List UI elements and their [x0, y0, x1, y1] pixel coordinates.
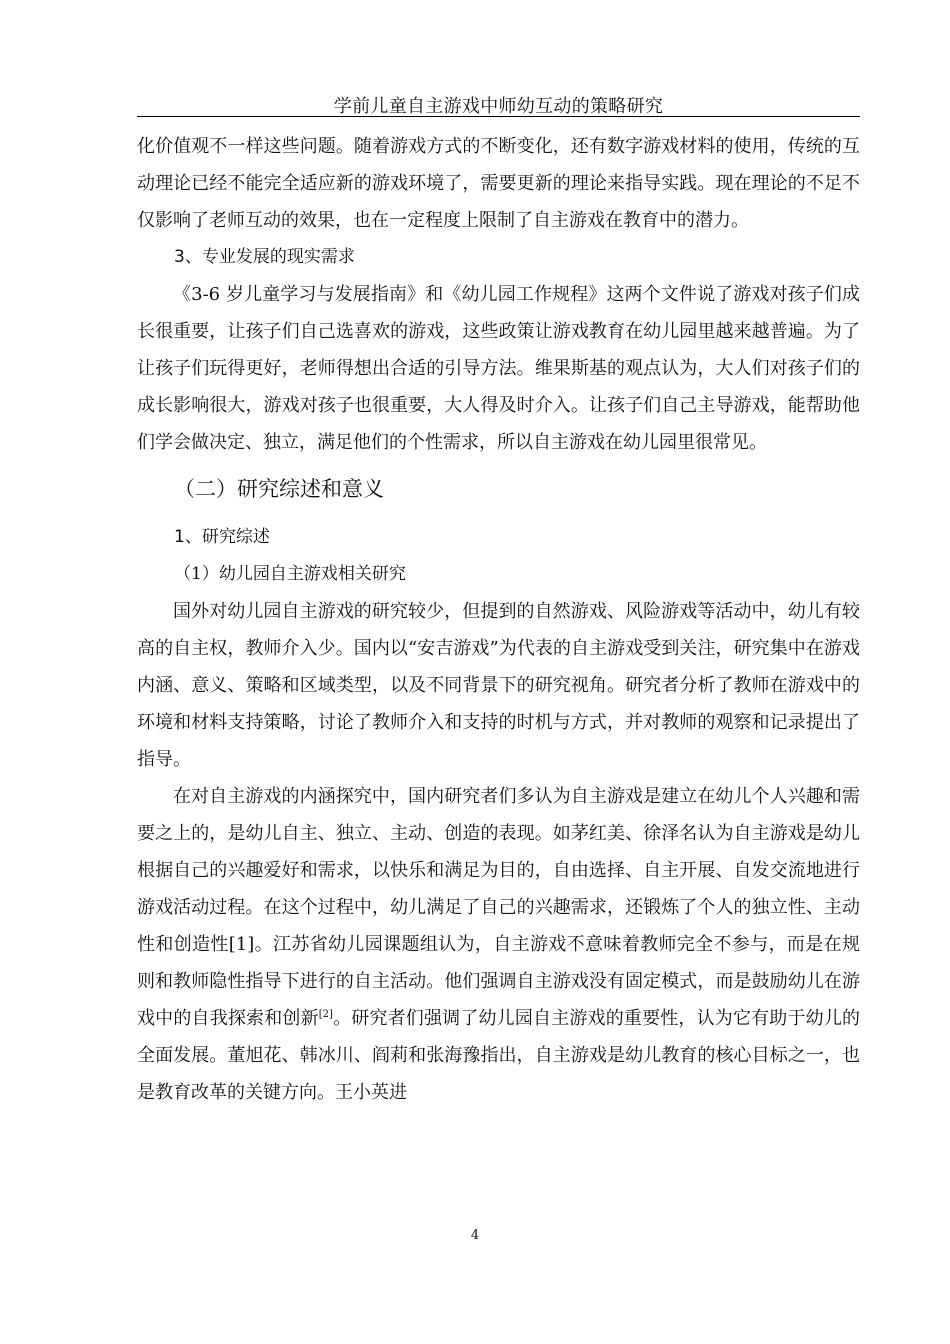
running-header: 学前儿童自主游戏中师幼互动的策略研究 [333, 96, 664, 117]
citation-ref-2: [2] [318, 1009, 333, 1020]
paragraph-2: 《3-6 岁儿童学习与发展指南》和《幼儿园工作规程》这两个文件说了游戏对孩子们成长很重要，让孩子们自己选喜欢的游戏，这些政策让游戏教育在幼儿园里越来越普遍。为了让孩子们玩得更好，老师得想出合适的引导方法。维果斯基的观点认为，大人们对孩子们的成长影响很大，游戏对孩子也很重要，大人得及时介入。让孩子们自己主导游戏，能帮助他们学会做决定、独立，满足他们的个性需求，所以自主游戏在幼儿园里很常见。 [137, 284, 860, 453]
header-rule [137, 116, 860, 117]
body-text [137, 128, 860, 1111]
paragraph-1: 化价值观不一样这些问题。随着游戏方式的不断变化，还有数字游戏材料的使用，传统的互动理论已经不能完全适应新的游戏环境了，需要更新的理论来指导实践。现在理论的不足不仅影响了老师互动的效果，也在一定程度上限制了自主游戏在教育中的潜力。 [137, 136, 860, 231]
subsection-heading-1: 1、研究综述 [174, 527, 270, 547]
section-heading-2: （二）研究综述和意义 [174, 477, 384, 501]
section-heading-3: 3、专业发展的现实需求 [174, 247, 355, 267]
subsubsection-heading: （1）幼儿园自主游戏相关研究 [174, 564, 406, 584]
paragraph-4-text-a: 在对自主游戏的内涵探究中，国内研究者们多认为自主游戏是建立在幼儿个人兴趣和需要之上的，是幼儿自主、独立、主动、创造的表现。如茅红美、徐泽名认为自主游戏是幼儿根据自己的兴趣爱好和需求，以快乐和满足为目的，自由选择、自主开展、自发交流地进行游戏活动过程。在这个过程中，幼儿满足了自己的兴趣需求，还锻炼了个人的独立性、主动性和创造性[1]。江苏省幼儿园课题组认为，自主游戏不意味着教师完全不参与，而是在规则和教师隐性指导下进行的自主活动。他们强调自主游戏没有固定模式，而是鼓励幼儿在游戏中的自我探索和创新 [137, 786, 860, 1029]
page-number: 4 [470, 1228, 480, 1243]
paragraph-3: 国外对幼儿园自主游戏的研究较少，但提到的自然游戏、风险游戏等活动中，幼儿有较高的自主权，教师介入少。国内以“安吉游戏”为代表的自主游戏受到关注，研究集中在游戏内涵、意义、策略和区域类型，以及不同背景下的研究视角。研究者分析了教师在游戏中的环境和材料支持策略，讨论了教师介入和支持的时机与方式，并对教师的观察和记录提出了指导。 [137, 601, 860, 770]
paragraph-4-text-b: 。研究者们强调了幼儿园自主游戏的重要性，认为它有助于幼儿的全面发展。董旭花、韩冰川、阎莉和张海豫指出，自主游戏是幼儿教育的核心目标之一，也是教育改革的关键方向。王小英进 [137, 1008, 860, 1103]
paragraph-4 [137, 778, 860, 1111]
